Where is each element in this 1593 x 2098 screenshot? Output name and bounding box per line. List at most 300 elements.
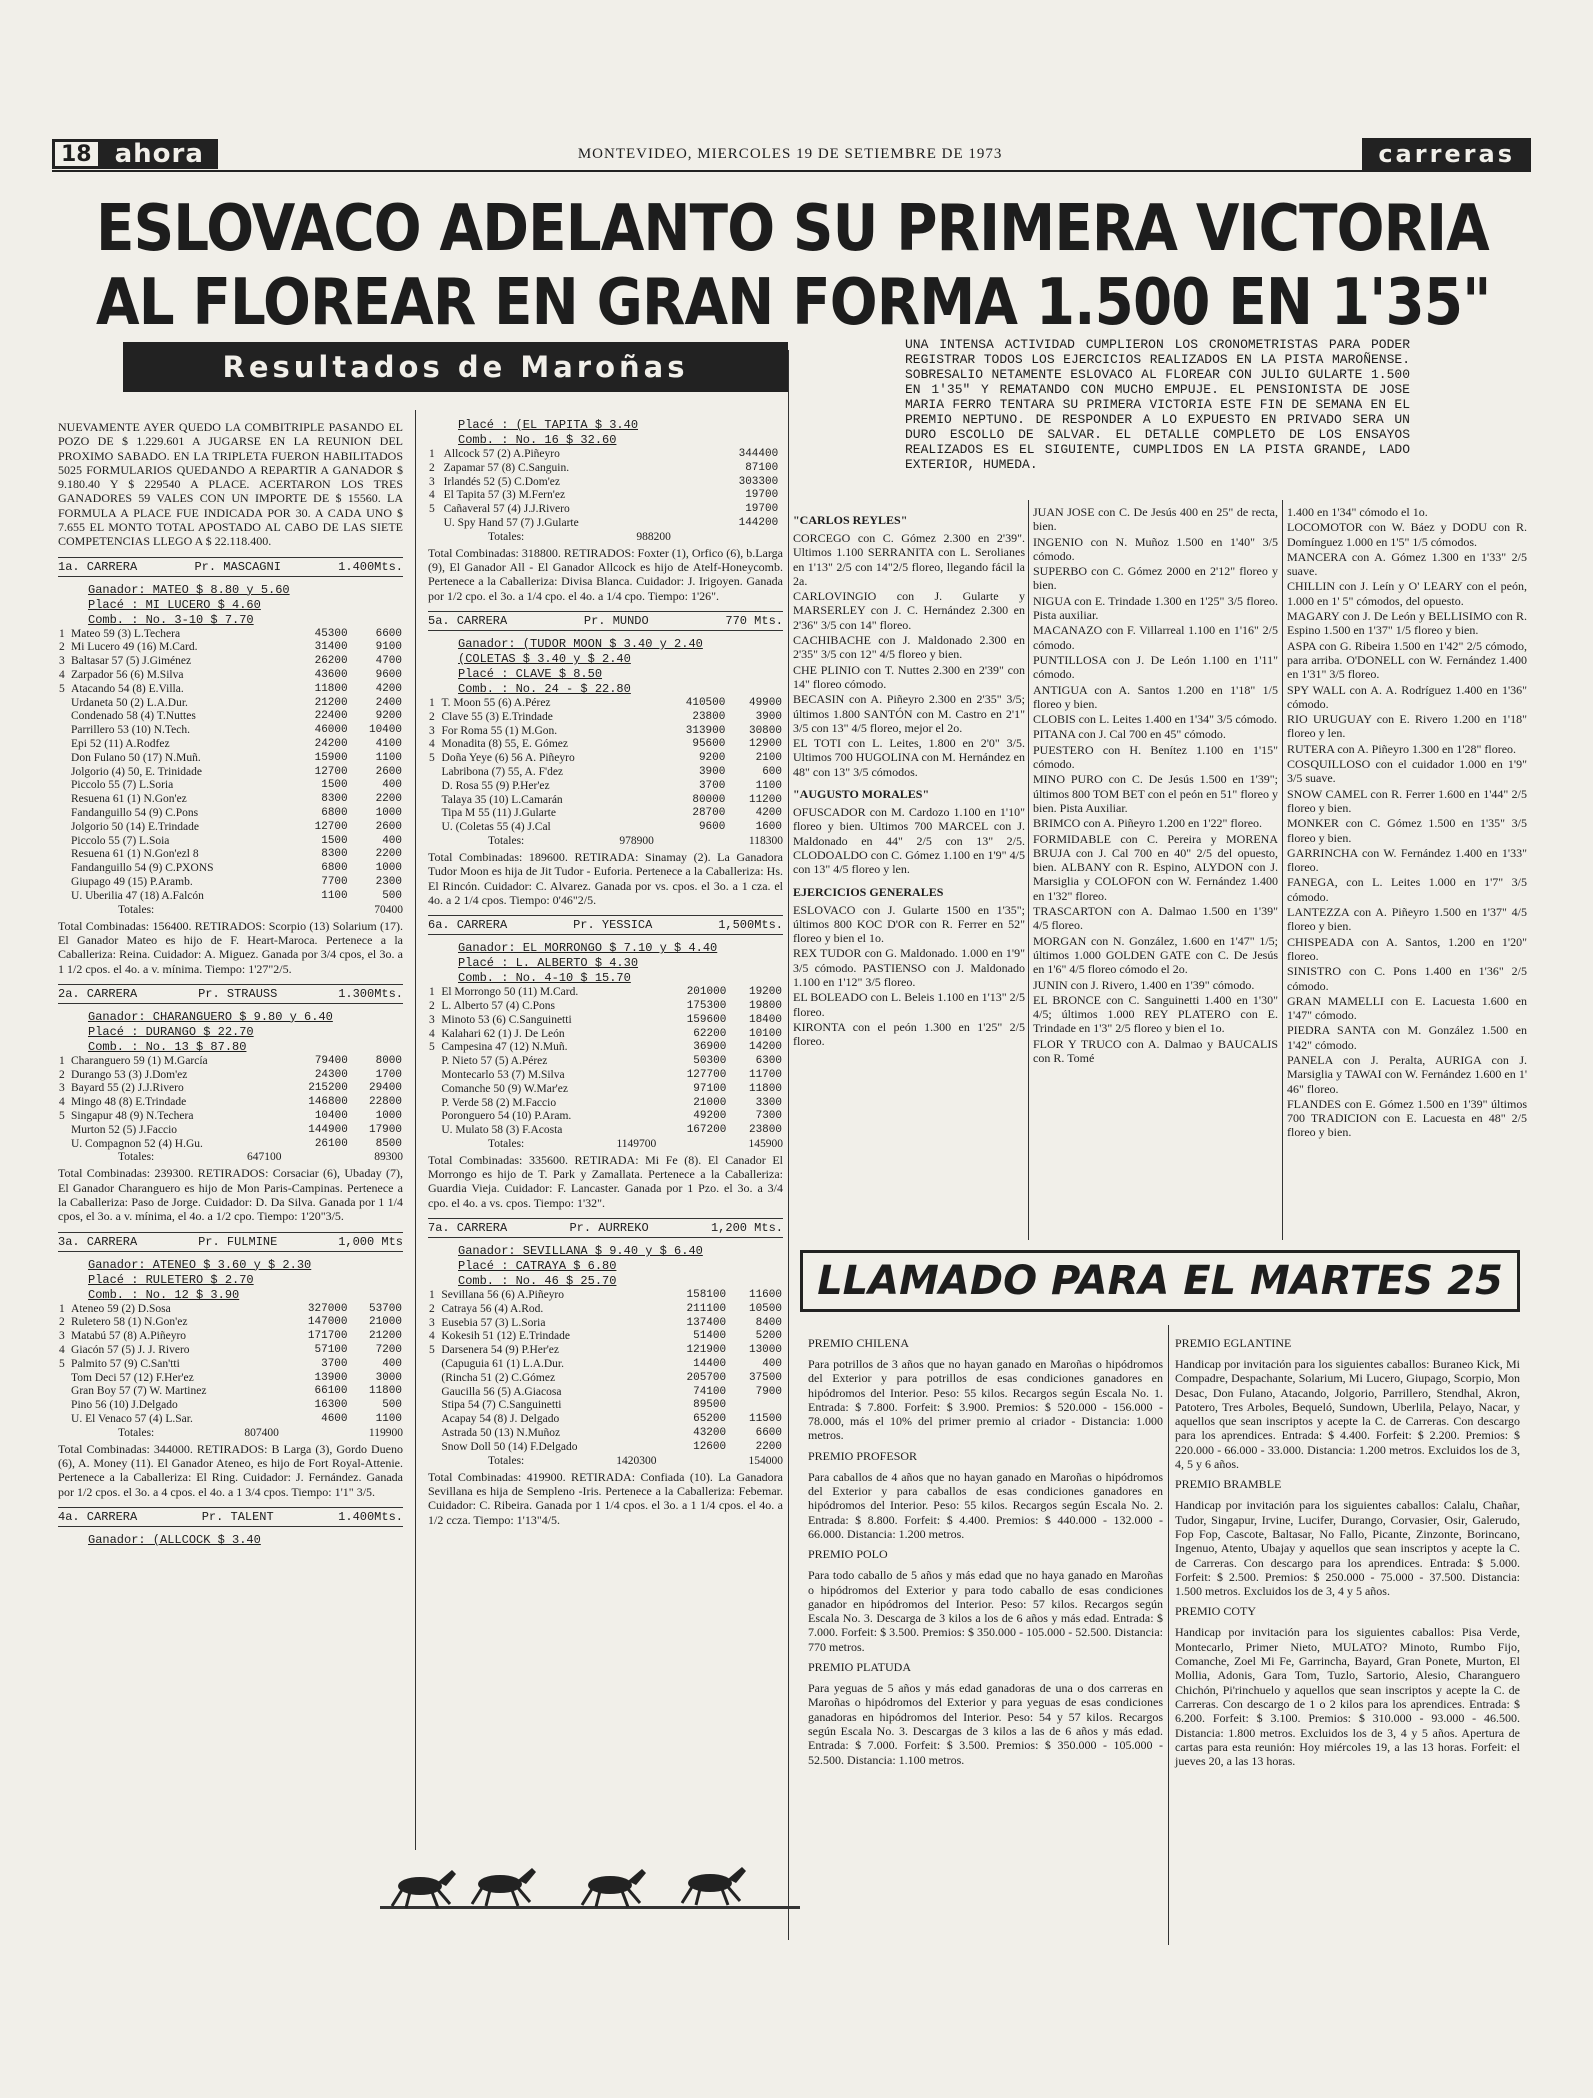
workout-entry: RIO URUGUAY con E. Rivero 1.200 en 1'18" floreo y len. xyxy=(1287,712,1527,741)
win-bets: 1100 xyxy=(321,889,348,902)
workout-entry: BRIMCO con A. Piñeyro 1.200 en 1'22" floreo. xyxy=(1033,816,1263,831)
horse-entry: Matabú 57 (8) A.Piñeyro xyxy=(71,1330,187,1343)
workout-section-title: EJERCICIOS GENERALES xyxy=(793,884,944,899)
table-row xyxy=(428,1303,783,1317)
finish-position: 3 xyxy=(429,1013,435,1026)
finish-position xyxy=(58,862,70,876)
workout-entry: CHILLIN con J. Leín y O' LEARY con el peón, 1.000 en 1' 5" cómodos, del opuesto. xyxy=(1287,579,1527,608)
table-row xyxy=(58,1372,403,1386)
place-bets: 10100 xyxy=(748,1027,782,1040)
place-bets: 2200 xyxy=(375,793,402,806)
premio-conditions: Handicap por invitación para los siguientes caballos: Pisa Verde, Montecarlo, Primer Nieto, MULATO? Minoto, Rumbo Fijo, Comanche, Zoel Mi Fe, Garrincha, Bayard, Gran Ponete, Murton, El Mollia, Adonis, Gara Tom, Tuzlo, Sartorio, Alesio, Charanguero Chichón, Pi'rinchuelo y aquellos que sean inscriptos y acepte la C. de Carreras. Con descargo de 1 o 2 kilos para los aprendices. Entrada: $ 6.200. Forfeit: $ 3.100. Premios: $ 310.000 - 93.000 - 46.500. Distancia: 1.800 metros. Excluidos los de 3, 4 y 5 años. Apertura de cartas para esta reunión: Hoy miércoles 19, a las 13 horas. Forfeit: el jueves 20, a las 13 horas. xyxy=(1175,1625,1520,1769)
dateline: MONTEVIDEO, MIERCOLES 19 DE SETIEMBRE DE 1973 xyxy=(577,145,1003,162)
finish-position xyxy=(428,1124,440,1138)
horse-entry: Talaya 35 (10) L.Camarán xyxy=(441,793,563,806)
workout-entry: MACANAZO con F. Villarreal 1.100 en 1'16" 2/5 cómodo. xyxy=(1033,623,1278,652)
win-bets: 211100 xyxy=(686,1302,727,1315)
horse-entry: Urdaneta 50 (2) L.A.Dur. xyxy=(71,696,188,709)
workout-entry: OFUSCADOR con M. Cardozo 1.100 en 1'10" floreo y bien. Ultimos 700 MARCEL con J. Maldonado en 44" 2/5 con 13" 2/5. CLODOALDO con C. Gómez 1.100 en 1'9" 4/5 con 13" 4/5 floreo y len. xyxy=(793,805,1025,877)
horse-entry: Astrada 50 (13) N.Muñoz xyxy=(441,1427,561,1440)
totals-win: 1420300 xyxy=(616,1454,657,1467)
finish-position xyxy=(58,1124,70,1138)
table-row xyxy=(58,821,403,835)
finish-position: 2 xyxy=(429,1302,435,1315)
place-bets: 2600 xyxy=(375,765,402,778)
finish-position xyxy=(428,1441,440,1455)
table-row xyxy=(58,1385,403,1399)
win-bets: 14400 xyxy=(693,1358,727,1371)
place-bets: 2100 xyxy=(755,752,782,765)
horse-entry: Don Fulano 50 (17) N.Muñ. xyxy=(71,751,201,764)
place-bets xyxy=(727,1399,783,1413)
premio-conditions: Para potrillos de 3 años que no hayan ganado en Maroñas o hipódromos del Exterior y para potrillos de esas condiciones ganadores en hipódromos del Interior. Peso: 55 kilos. Recargos según Escala No. 1. Entrada: $ 7.800. Forfeit: $ 3.900. Premios: $ 520.000 - 156.000 - 78.000, más el 10% del primer premio al criador - Distancia: 1.000 metros. xyxy=(808,1357,1163,1443)
finish-position: 3 xyxy=(59,1330,65,1343)
totals-row xyxy=(118,1427,403,1439)
payout-line: Ganador: MATEO $ 8.80 y 5.60 xyxy=(88,582,290,597)
win-bets: 23800 xyxy=(692,710,726,723)
horse-entry: Campesina 47 (12) N.Muñ. xyxy=(441,1041,568,1054)
horse-entry: Jolgorio 50 (14) E.Trindade xyxy=(71,820,199,833)
table-row xyxy=(428,1028,783,1042)
win-bets: 215200 xyxy=(308,1082,348,1095)
page-number: 18 xyxy=(52,139,101,169)
place-bets: 9100 xyxy=(375,641,402,654)
horse-entry: Mingo 48 (8) E.Trindade xyxy=(70,1096,187,1109)
table-row xyxy=(428,517,783,531)
place-bets: 53700 xyxy=(368,1302,402,1315)
totals-place: 89300 xyxy=(374,1151,403,1164)
totals-row xyxy=(488,835,783,847)
race-header xyxy=(58,984,403,1004)
payout-box xyxy=(458,1244,783,1289)
race-header xyxy=(428,915,783,935)
win-bets: 7700 xyxy=(321,876,348,889)
finish-position xyxy=(58,1372,70,1386)
workout-entry: MORGAN con N. González, 1.600 en 1'47" 1/5; últimos 1.000 GOLDEN GATE con C. De Jesús en 1'6" 4/5 floreo cómodo el 2o. xyxy=(1033,933,1278,977)
race-prize: Pr. MUNDO xyxy=(583,613,649,628)
finish-position: 3 xyxy=(429,1316,435,1329)
table-row xyxy=(58,779,403,793)
workout-entry: LOCOMOTOR con W. Báez y DODU con R. Domínguez 1.000 en 1'5" 1/5 cómodos. xyxy=(1287,520,1527,549)
place-bets xyxy=(779,489,783,503)
workout-entry: JUNIN con J. Rivero, 1.400 en 1'39" cómodo. xyxy=(1033,977,1255,992)
totals-row xyxy=(118,904,403,916)
finish-position: 3 xyxy=(429,475,435,488)
horse-entry: El Morrongo 50 (11) M.Card. xyxy=(441,986,579,999)
results-table xyxy=(428,1289,783,1455)
finish-position: 1 xyxy=(59,627,65,640)
premio-conditions: Para todo caballo de 5 años y más edad que no haya ganado en Maroñas o hipódromos del Exterior y para todo caballo de esas condiciones ganador en hipódromos del Interior. Peso: 57 kilos. Recargos según Escala No. 3. Descarga de 3 kilos a los de 6 años y más edad. Entrada: $ 7.000. Forfeit: $ 3.500. Premios: $ 350.000 - 105.000 - 52.500. Distancia: 770 metros. xyxy=(808,1568,1163,1654)
win-bets: 97100 xyxy=(693,1082,727,1095)
table-row xyxy=(58,807,403,821)
horse-entry: Montecarlo 53 (7) M.Silva xyxy=(441,1068,565,1081)
table-row xyxy=(58,697,403,711)
place-bets: 5200 xyxy=(755,1330,782,1343)
win-bets: 313900 xyxy=(685,724,726,737)
horse-entry: U. Spy Hand 57 (7) J.Gularte xyxy=(443,516,579,529)
place-bets: 19200 xyxy=(748,986,782,999)
workouts-column-2 xyxy=(1033,505,1278,1066)
place-bets: 29400 xyxy=(368,1082,402,1095)
horse-entry: U. (Coletas 55 (4) J.Cal xyxy=(441,821,551,834)
win-bets: 89500 xyxy=(693,1399,727,1412)
table-row xyxy=(58,641,403,655)
win-bets: 410500 xyxy=(685,696,726,709)
horse-entry: (Capuguia 61 (1) L.A.Dur. xyxy=(441,1358,565,1371)
finish-position xyxy=(58,779,70,793)
finish-position: 5 xyxy=(429,1041,435,1054)
table-row xyxy=(428,766,783,780)
place-bets: 4700 xyxy=(375,655,402,668)
race-results-a xyxy=(58,557,403,1548)
results-column-a xyxy=(58,420,403,1548)
workout-entry: PANELA con J. Peralta, AURIGA con J. Marsiglia y TAWAI con W. Fernández 1.600 en 1' 46" floreo. xyxy=(1287,1052,1527,1096)
race-prize: Pr. YESSICA xyxy=(573,918,653,933)
place-bets: 6300 xyxy=(755,1055,782,1068)
race-header xyxy=(428,1218,783,1238)
totals-row xyxy=(488,1455,783,1467)
horse-entry: P. Nieto 57 (5) A.Pérez xyxy=(441,1055,548,1068)
payout-box xyxy=(88,1010,403,1055)
totals-label: Totales: xyxy=(118,1151,155,1164)
table-row xyxy=(58,1316,403,1330)
horse-entry: Labribona (7) 55, A. F'dez xyxy=(441,765,564,778)
totals-place: 119900 xyxy=(368,1426,403,1439)
race-distance: 1.400Mts. xyxy=(338,559,403,574)
table-row xyxy=(428,1014,783,1028)
race-summary: Total Combinadas: 189600. RETIRADA: Sinamay (2). La Ganadora Tudor Moon es hija de Jit Tudor - Euforia. Pertenece a la Caballeriza: Hs. El Rincón. Cuidador: C. Alvarez. Ganada por vs. cpos. el 3o. a 1 cza. el 4o. a 2 1/4 cpos. Tiempo: 0'46"2/5. xyxy=(428,849,783,907)
workout-entry: TRASCARTON con A. Dalmao 1.500 en 1'39" 4/5 floreo. xyxy=(1033,904,1278,933)
payout-line: Comb. : No. 24 - $ 22.80 xyxy=(458,681,631,696)
workout-entry: FLOR Y TRUCO con A. Dalmao y BAUCALIS con R. Tomé xyxy=(1033,1036,1278,1065)
payout-line: Ganador: EL MORRONGO $ 7.10 y $ 4.40 xyxy=(458,941,718,956)
finish-position: 3 xyxy=(59,1082,65,1095)
horse-entry: Resuena 61 (1) N.Gon'ezl 8 xyxy=(71,848,199,861)
table-row xyxy=(428,462,783,476)
finish-position xyxy=(58,835,70,849)
place-bets: 11600 xyxy=(748,1289,782,1302)
finish-position: 2 xyxy=(59,1068,65,1081)
finish-position: 2 xyxy=(429,999,435,1012)
place-bets: 13000 xyxy=(748,1344,782,1357)
place-bets: 400 xyxy=(762,1358,782,1371)
table-row xyxy=(58,655,403,669)
win-bets: 95600 xyxy=(692,738,726,751)
horse-entry: Gran Boy 57 (7) W. Martinez xyxy=(71,1385,207,1398)
horse-entry: Resuena 61 (1) N.Gon'ez xyxy=(71,793,187,806)
column-divider xyxy=(1028,500,1029,1240)
win-bets: 121900 xyxy=(686,1344,727,1357)
place-bets xyxy=(779,448,783,462)
table-row xyxy=(58,1399,403,1413)
table-row xyxy=(428,986,783,1000)
horse-entry: Snow Doll 50 (14) F.Delgado xyxy=(441,1440,578,1453)
finish-position xyxy=(58,876,70,890)
win-bets: 12700 xyxy=(314,820,348,833)
payout-line: Placé : CLAVE $ 8.50 xyxy=(458,666,603,681)
finish-position: 1 xyxy=(429,448,435,460)
table-row xyxy=(428,1124,783,1138)
results-table xyxy=(58,1303,403,1427)
table-row xyxy=(428,807,783,821)
workout-entry: EL BRONCE con C. Sanguinetti 1.400 en 1'30" 4/5; últimos 1.000 REY PLATERO con E. Trindade en 1'3" 2/5 floreo y bien el 1o. xyxy=(1033,992,1278,1036)
place-bets: 500 xyxy=(382,1399,402,1412)
workout-entry: CARLOVINGIO con J. Gularte y MARSERLEY con J. C. Hernández 2.300 en 2'36" 3/5 con 14" floreo. xyxy=(793,589,1025,632)
column-divider xyxy=(1282,500,1283,1240)
horse-entry: U. El Venaco 57 (4) L.Sar. xyxy=(71,1412,193,1425)
race-prize: Pr. TALENT xyxy=(201,1509,274,1524)
finish-position xyxy=(428,1386,440,1400)
table-row xyxy=(58,1082,403,1096)
premio-title: PREMIO COTY xyxy=(1175,1604,1257,1619)
finish-position: 1 xyxy=(429,1289,435,1302)
horse-entry: Fandanguillo 54 (9) C.Pons xyxy=(71,807,199,820)
race-distance: 1.400Mts. xyxy=(338,1509,403,1524)
workout-entry: PIEDRA SANTA con M. González 1.500 en 1'42" cómodo. xyxy=(1287,1023,1527,1052)
place-bets: 11800 xyxy=(748,1082,782,1095)
totals-label: Totales: xyxy=(118,1426,155,1439)
llamado-headline: LLAMADO PARA EL MARTES 25 xyxy=(800,1250,1520,1312)
place-bets xyxy=(779,517,783,531)
race-summary: Total Combinadas: 239300. RETIRADOS: Corsaciar (6), Ubaday (7), El Ganador Charanguero es hijo de Mon Paris-Campinas. Pertenece a la Caballeriza: Paso de Jorge. Cuidador: D. Da Silva. Ganada por 1 1/4 cpos, el 3o. a v. mínima, el 4o. a 1/2 cpo. Tiempo: 1'20"3/5. xyxy=(58,1166,403,1224)
premio-conditions: Para yeguas de 5 años y más edad ganadoras de una o dos carreras en Maroñas o hipódromos del Exterior y para yeguas de esas condiciones ganadoras en hipódromos del Interior. Peso: 54 y 57 kilos. Recargos según Escala No. 3. Descargas de 3 kilos a las de 6 años y más edad. Entrada: $ 7.000. Forfeit: $ 3.500. Premios: $ 350.000 - 105.000 - 52.500. Distancia: 1.100 metros. xyxy=(808,1681,1163,1767)
place-bets: 21200 xyxy=(368,1330,402,1343)
finish-position xyxy=(428,1083,440,1097)
finish-position xyxy=(428,1427,440,1441)
win-bets: 9600 xyxy=(698,821,726,834)
win-bets: 146800 xyxy=(308,1096,348,1109)
horse-entry: Ruletero 58 (1) N.Gon'ez xyxy=(71,1316,188,1329)
workout-entry: SNOW CAMEL con R. Ferrer 1.600 en 1'44" 2/5 floreo y bien. xyxy=(1287,786,1527,815)
table-row xyxy=(58,669,403,683)
table-row xyxy=(428,1083,783,1097)
horse-entry: Comanche 50 (9) W.Mar'ez xyxy=(441,1082,568,1095)
table-row xyxy=(58,1138,403,1152)
horse-entry: U. Mulato 58 (3) F.Acosta xyxy=(441,1124,563,1137)
table-row xyxy=(58,1344,403,1358)
finish-position: 2 xyxy=(429,461,435,474)
table-row xyxy=(58,1110,403,1124)
premio-title: PREMIO EGLANTINE xyxy=(1175,1336,1292,1350)
horse-entry: Piccolo 55 (7) L.Soia xyxy=(71,834,170,847)
race-results-b xyxy=(428,611,783,1527)
table-row xyxy=(58,1358,403,1372)
win-bets: 45300 xyxy=(314,627,348,640)
win-bets: 62200 xyxy=(693,1027,727,1040)
win-bets: 171700 xyxy=(307,1330,348,1343)
place-bets: 19800 xyxy=(748,999,782,1012)
workout-entry: NIGUA con E. Trindade 1.300 en 1'25" 3/5 floreo. Pista auxiliar. xyxy=(1033,593,1278,623)
table-row xyxy=(428,1055,783,1069)
workout-entry: EL TOTI con L. Leites, 1.800 en 2'0" 3/5. Ultimos 700 HUGOLINA con M. Hernández en 48" con 13" 3/5 cómodos. xyxy=(793,736,1025,779)
table-row xyxy=(58,710,403,724)
table-row xyxy=(428,476,783,490)
table-row xyxy=(428,697,783,711)
place-bets: 600 xyxy=(762,765,782,778)
workout-entry: INGENIO con N. Muñoz 1.500 en 1'40" 3/5 cómodo. xyxy=(1033,534,1278,563)
win-bets: 167200 xyxy=(686,1124,727,1137)
totals-row xyxy=(118,1151,403,1163)
horse-entry: Irlandés 52 (5) C.Dom'ez xyxy=(443,475,560,488)
place-bets: 11200 xyxy=(748,793,782,806)
win-bets: 327000 xyxy=(307,1302,348,1315)
horse-entry: T. Moon 55 (6) A.Pérez xyxy=(441,696,551,709)
table-row xyxy=(428,1289,783,1303)
workouts-column-1 xyxy=(793,505,1025,1050)
place-bets: 4200 xyxy=(755,807,782,820)
finish-position xyxy=(428,1358,440,1372)
payout-line: Comb. : No. 16 $ 32.60 xyxy=(458,433,617,447)
results-table xyxy=(428,697,783,835)
workout-section-title: "CARLOS REYLES" xyxy=(793,513,908,527)
place-bets: 3000 xyxy=(375,1371,402,1384)
win-bets: 65200 xyxy=(693,1413,727,1426)
totals-row xyxy=(488,531,783,543)
finish-position: 3 xyxy=(429,724,435,737)
premio-title: PREMIO BRAMBLE xyxy=(1175,1477,1282,1492)
place-bets: 14200 xyxy=(748,1041,782,1054)
table-row xyxy=(428,1330,783,1344)
horse-entry: Doña Yeye (6) 56 A. Piñeyro xyxy=(441,752,575,765)
win-bets: 50300 xyxy=(693,1055,727,1068)
win-bets: 16300 xyxy=(314,1399,348,1412)
workout-entry: SPY WALL con A. A. Rodríguez 1.400 en 1'36" cómodo. xyxy=(1287,682,1527,711)
win-bets: 19700 xyxy=(745,503,779,516)
table-row xyxy=(58,1055,403,1069)
table-row xyxy=(428,1358,783,1372)
win-bets: 10400 xyxy=(314,1109,348,1122)
finish-position: 5 xyxy=(59,1357,65,1370)
horse-entry: Poronguero 54 (10) P.Aram. xyxy=(441,1110,572,1123)
win-bets: 175300 xyxy=(686,999,727,1012)
table-row xyxy=(428,1317,783,1331)
table-row xyxy=(58,890,403,904)
race-header xyxy=(58,1232,403,1252)
horse-entry: Atacando 54 (8) E.Villa. xyxy=(71,682,184,695)
place-bets: 2600 xyxy=(375,820,402,833)
win-bets: 8300 xyxy=(321,848,348,861)
horse-entry: Epi 52 (11) A.Rodfez xyxy=(71,738,170,751)
premio-conditions: Handicap por invitación para los siguientes caballos: Buraneo Kick, Mi Compadre, Despachante, Solarium, Mi Lucero, Giupago, Scorpio, Mon Desac, Don Fulano, Atacando, Jolgorio, Parrillero, Stendhal, Akron, Patotero, Tres Arboles, Bequeló, Sundown, Uberlila, Pelayo, Nacar, y aquellos que sean inscriptos y acepte la C. de Carreras. Con descargo para los aprendices. Entrada: $ 4.400. Forfeit: $ 2.200. Premios: $ 220.000 - 66.000 - 33.000. Distancia: 1.200 metros. Excluidos los de 3, 4, 5 y 6 años. xyxy=(1175,1357,1520,1472)
horse-entry: Ateneo 59 (2) D.Sosa xyxy=(71,1302,171,1315)
payout-line: Ganador: SEVILLANA $ 9.40 y $ 6.40 xyxy=(458,1244,703,1259)
payout-line: Comb. : No. 4-10 $ 15.70 xyxy=(458,971,631,986)
workout-entry: SINISTRO con C. Pons 1.400 en 1'36" 2/5 cómodo. xyxy=(1287,964,1527,993)
payout-line: Ganador: (TUDOR MOON $ 3.40 y 2.40 xyxy=(458,636,703,651)
table-row xyxy=(428,711,783,725)
place-bets xyxy=(779,462,783,476)
place-bets: 1100 xyxy=(755,779,782,792)
race-number: 4a. CARRERA xyxy=(58,1509,138,1524)
horse-entry: Allcock 57 (2) A.Piñeyro xyxy=(443,448,560,460)
win-bets: 87100 xyxy=(745,461,779,474)
race-header xyxy=(58,1507,403,1527)
workout-entry: PITANA con J. Cal 700 en 45" cómodo. xyxy=(1033,727,1226,742)
win-bets: 159600 xyxy=(686,1013,727,1026)
horse-entry: Kalahari 62 (1) J. De León xyxy=(441,1027,565,1040)
finish-position xyxy=(58,710,70,724)
table-row xyxy=(428,1372,783,1386)
finish-position: 2 xyxy=(59,1316,65,1329)
place-bets: 7300 xyxy=(755,1110,782,1123)
horse-entry: Giacón 57 (5) J. J. Rivero xyxy=(71,1343,190,1356)
win-bets: 21200 xyxy=(314,696,348,709)
workout-entry: MONKER con C. Gómez 1.500 en 1'35" 3/5 floreo y bien. xyxy=(1287,816,1527,845)
finish-position: 1 xyxy=(429,696,435,709)
win-bets: 49200 xyxy=(693,1110,727,1123)
workout-entry: MINO PURO con C. De Jesús 1.500 en 1'39"; últimos 800 TOM BET con el peón en 51" floreo y bien. Pista Auxiliar. xyxy=(1033,772,1278,815)
place-bets: 6600 xyxy=(755,1427,782,1440)
finish-position xyxy=(58,807,70,821)
horse-entry: El Tapita 57 (3) M.Fern'ez xyxy=(443,489,566,502)
race-number: 2a. CARRERA xyxy=(58,986,138,1001)
totals-win: 978900 xyxy=(619,834,654,847)
column-divider xyxy=(788,350,789,1940)
totals-win: 647100 xyxy=(247,1151,282,1164)
finish-position xyxy=(58,738,70,752)
table-row xyxy=(428,1110,783,1124)
workout-entry: MANCERA con A. Gómez 1.300 en 1'33" 2/5 suave. xyxy=(1287,549,1527,579)
place-bets: 11700 xyxy=(748,1068,782,1081)
finish-position: 5 xyxy=(429,1344,435,1357)
workout-entry: MAGARY con J. De León y BELLISIMO con R. Espino 1.500 en 1'37" 1/5 floreo y bien. xyxy=(1287,609,1527,638)
horse-entry: Eusebia 57 (3) L.Soria xyxy=(441,1316,546,1329)
workout-entry: COSQUILLOSO con el cuidador 1.000 en 1'9" 3/5 suave. xyxy=(1287,757,1527,786)
workout-entry: ASPA con G. Ribeira 1.500 en 1'42" 2/5 cómodo, para arriba. O'DONELL con W. Fernández 1.400 en 1'31" 3/5 floreo. xyxy=(1287,638,1527,682)
totals-place: 145900 xyxy=(748,1137,783,1150)
place-bets: 3900 xyxy=(755,710,782,723)
win-bets: 205700 xyxy=(686,1371,727,1384)
workout-entry: KIRONTA con el peón 1.300 en 1'25" 2/5 floreo. xyxy=(793,1019,1025,1049)
table-row xyxy=(58,1413,403,1427)
workout-entry: CHE PLINIO con T. Nuttes 2.300 en 2'39" con 14" floreo cómodo. xyxy=(793,662,1025,691)
table-row xyxy=(428,1386,783,1400)
payout-line: Comb. : No. 12 $ 3.90 xyxy=(88,1287,240,1302)
race-number: 5a. CARRERA xyxy=(428,613,508,628)
premio-title: PREMIO PLATUDA xyxy=(808,1660,912,1675)
totals-place: 118300 xyxy=(748,834,783,847)
win-bets: 158100 xyxy=(686,1289,727,1302)
table-row xyxy=(58,628,403,642)
payout-box xyxy=(88,1258,403,1303)
place-bets: 11500 xyxy=(748,1413,782,1426)
place-bets: 7200 xyxy=(375,1343,402,1356)
table-row xyxy=(58,683,403,697)
horse-entry: Murton 52 (5) J.Faccio xyxy=(70,1123,178,1136)
win-bets: 31400 xyxy=(314,641,348,654)
place-bets: 1700 xyxy=(375,1068,402,1081)
place-bets: 400 xyxy=(382,834,402,847)
table-row xyxy=(428,780,783,794)
place-bets: 2200 xyxy=(755,1440,782,1453)
finish-position: 4 xyxy=(429,1027,435,1040)
race-header xyxy=(58,557,403,577)
win-bets: 9200 xyxy=(698,752,726,765)
win-bets: 26200 xyxy=(314,655,348,668)
finish-position: 4 xyxy=(429,489,435,502)
place-bets: 30800 xyxy=(748,724,782,737)
table-row xyxy=(428,794,783,808)
table-row xyxy=(58,876,403,890)
table-row xyxy=(428,1000,783,1014)
horse-entry: Pino 56 (10) J.Delgado xyxy=(71,1399,178,1412)
column-divider xyxy=(415,410,416,1850)
workout-entry: FANEGA, con L. Leites 1.000 en 1'7" 3/5 cómodo. xyxy=(1287,875,1527,904)
premio-title: PREMIO POLO xyxy=(808,1547,888,1562)
race-continuation xyxy=(428,418,783,603)
payout-line: Ganador: ATENEO $ 3.60 y $ 2.30 xyxy=(88,1257,312,1272)
table-row xyxy=(58,766,403,780)
